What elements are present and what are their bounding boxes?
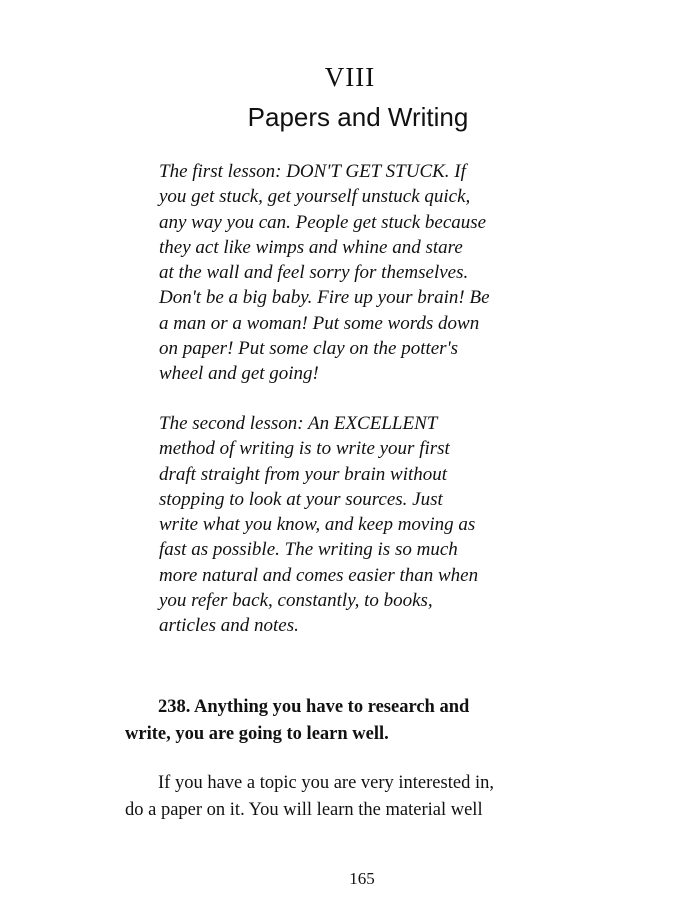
text-line: draft straight from your brain without (159, 463, 448, 485)
second-lesson-paragraph (159, 411, 579, 639)
text-line: wheel and get going! (159, 363, 319, 385)
text-line: articles and notes. (159, 615, 299, 637)
first-lesson-paragraph (159, 159, 579, 387)
text-line: on paper! Put some clay on the potter's (159, 338, 459, 360)
text-line: they act like wimps and whine and stare (159, 236, 463, 258)
section-body-paragraph (125, 770, 605, 824)
section-heading (125, 694, 595, 748)
text-line: write, you are going to learn well. (125, 724, 389, 744)
text-line: any way you can. People get stuck because (159, 211, 487, 233)
text-line: more natural and comes easier than when (159, 564, 479, 586)
text-line: fast as possible. The writing is so much (159, 539, 458, 561)
chapter-title: Papers and Writing (247, 102, 469, 132)
text-line: you get stuck, get yourself unstuck quick, (159, 186, 471, 208)
text-line: write what you know, and keep moving as (159, 514, 476, 536)
text-line: method of writing is to write your first (159, 438, 450, 460)
text-line: you refer back, constantly, to books, (159, 590, 433, 612)
text-line: a man or a woman! Put some words down (159, 312, 480, 334)
text-line: If you have a topic you are very interested in, (158, 773, 494, 793)
page-number: 165 (349, 869, 375, 888)
text-line: stopping to look at your sources. Just (159, 488, 443, 510)
text-line: Don't be a big baby. Fire up your brain! Be (159, 287, 490, 309)
text-line: do a paper on it. You will learn the material well (125, 800, 483, 820)
text-line: at the wall and feel sorry for themselves. (159, 262, 469, 284)
text-line: The first lesson: DON'T GET STUCK. If (159, 161, 466, 182)
text-line: The second lesson: An EXCELLENT (159, 413, 438, 434)
chapter-number: VIII (324, 62, 376, 92)
text-line: 238. Anything you have to research and (158, 697, 470, 717)
